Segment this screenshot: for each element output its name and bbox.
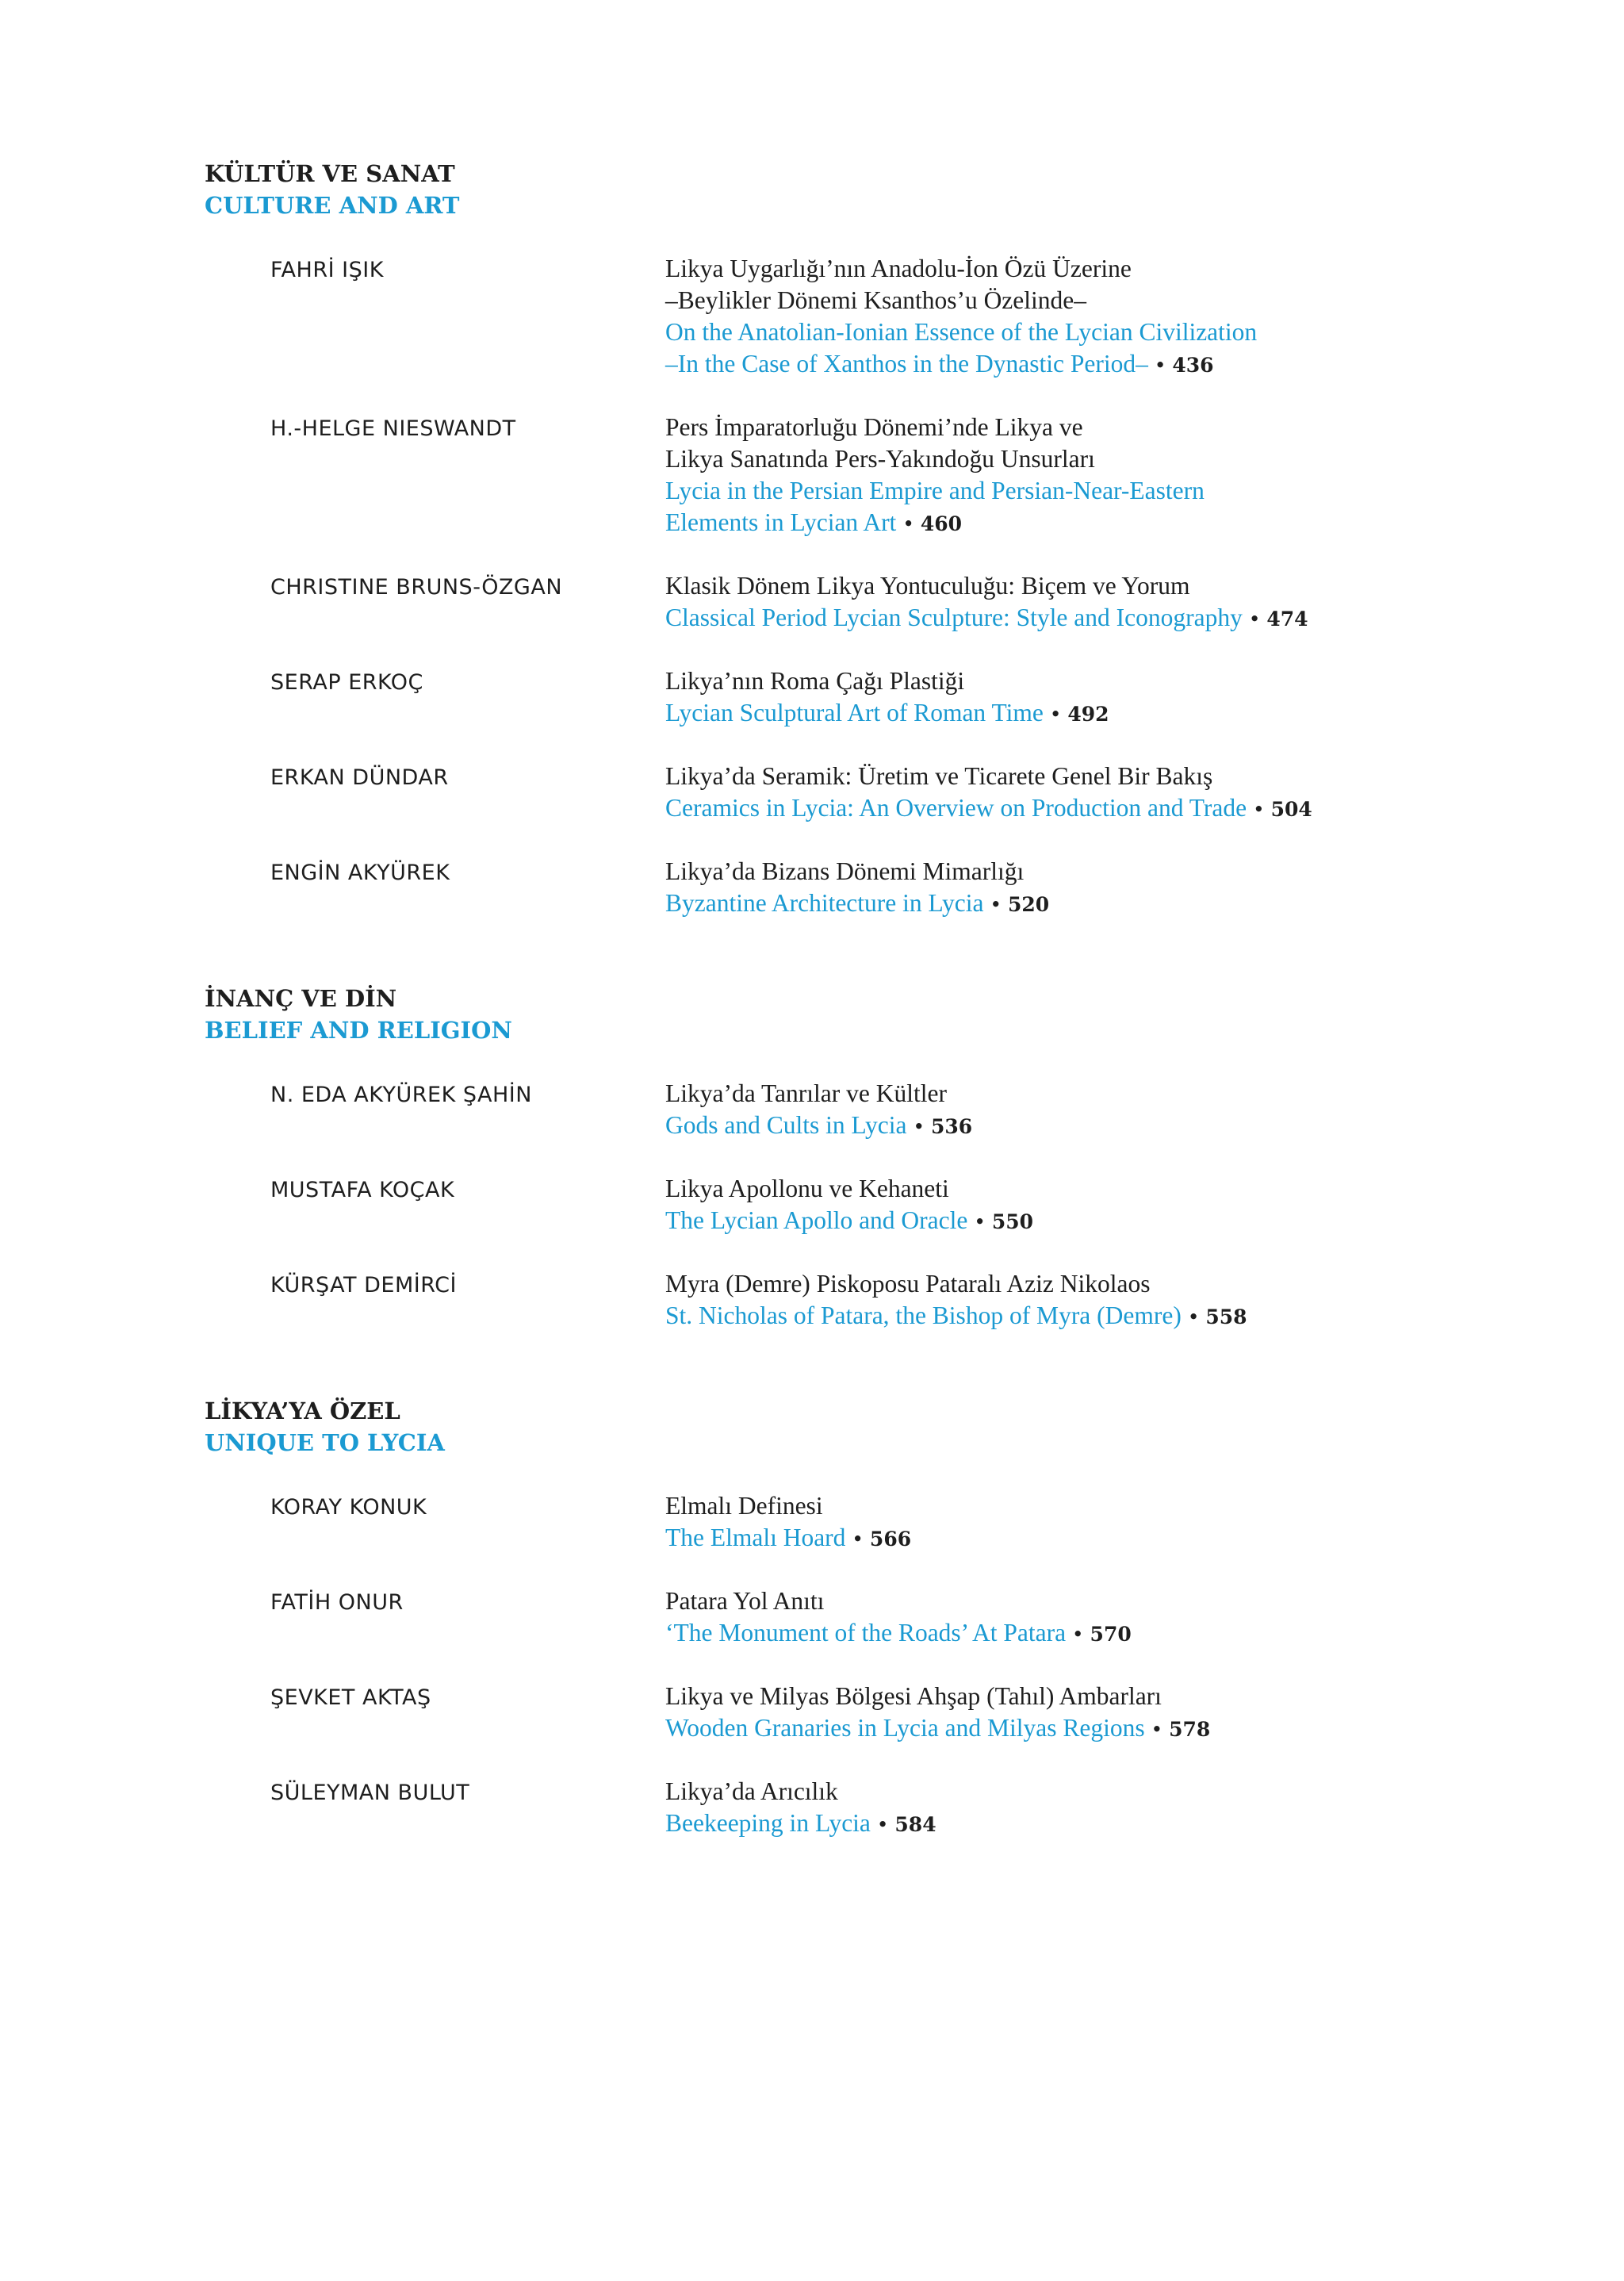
bullet-separator: • [902,512,914,535]
author-name: MUSTAFA KOÇAK [270,1178,455,1202]
page-number: 520 [1007,893,1050,916]
entry-titles [665,1681,1458,1746]
bullet-separator: • [990,893,1002,916]
entry-titles [665,570,1458,635]
title-tr-line: Myra (Demre) Piskoposu Pataralı Aziz Nikolaos [665,1270,1151,1298]
title-en-line [665,348,1458,381]
entry-titles [665,1268,1458,1333]
bullet-separator: • [974,1210,986,1233]
title-tr-line: Pers İmparatorluğu Dönemi’nde Likya ve [665,413,1083,441]
title-en-line [665,697,1458,730]
author-name: KORAY KONUK [270,1495,427,1520]
title-en-text: Byzantine Architecture in Lycia [665,889,984,917]
title-tr-line: Likya’da Bizans Dönemi Mimarlığı [665,857,1025,885]
title-tr-line: Patara Yol Anıtı [665,1587,825,1615]
title-tr-line: Likya Apollonu ve Kehaneti [665,1175,949,1202]
page-number: 570 [1090,1623,1132,1646]
entry-titles [665,856,1458,921]
page-number: 474 [1266,608,1308,631]
entry-titles [665,1776,1458,1841]
author-name: ENGİN AKYÜREK [270,861,450,885]
bullet-separator: • [1071,1623,1084,1646]
bullet-separator: • [1248,608,1261,631]
author-name: SÜLEYMAN BULUT [270,1781,470,1805]
bullet-separator: • [852,1528,864,1551]
author-name: N. EDA AKYÜREK ŞAHİN [270,1083,532,1107]
section-culture-and-art [205,158,1457,917]
page-number: 436 [1172,354,1214,377]
title-en-line [665,1808,1458,1841]
author-name: ŞEVKET AKTAŞ [270,1685,431,1710]
title-en-text: Lycian Sculptural Art of Roman Time [665,699,1044,726]
title-en-text: ‘The Monument of the Roads’ At Patara [665,1619,1067,1647]
title-en-line [665,1522,1458,1555]
entry-titles [665,1078,1458,1143]
title-en-line [665,792,1458,826]
entry-titles [665,412,1458,540]
title-en-text: St. Nicholas of Patara, the Bishop of Myra (Demre) [665,1302,1182,1329]
title-tr-line: –Beylikler Dönemi Ksanthos’u Özelinde– [665,286,1087,314]
title-en-line: Lycia in the Persian Empire and Persian-Near-Eastern [665,477,1205,504]
title-tr-line: Likya’da Tanrılar ve Kültler [665,1079,947,1107]
title-en-text: Wooden Granaries in Lycia and Milyas Regions [665,1714,1145,1742]
bullet-separator: • [913,1115,925,1138]
section-heading-en: CULTURE AND ART [205,192,460,219]
author-name: ERKAN DÜNDAR [270,765,449,790]
author-name: FAHRİ IŞIK [270,258,384,282]
section-heading-en: BELIEF AND RELIGION [205,1017,512,1044]
title-tr-line: Likya Uygarlığı’nın Anadolu-İon Özü Üzerine [665,255,1132,282]
title-tr-line: Elmalı Definesi [665,1492,823,1520]
title-en-line [665,1617,1458,1650]
section-heading-tr: KÜLTÜR VE SANAT [205,160,455,187]
page-number: 584 [894,1813,936,1836]
section-heading-tr: İNANÇ VE DİN [205,985,397,1012]
entry-titles [665,1173,1458,1238]
title-tr-line: Likya’da Seramik: Üretim ve Ticarete Genel Bir Bakış [665,762,1213,790]
title-tr-line: Likya’nın Roma Çağı Plastiği [665,667,965,695]
title-en-text: –In the Case of Xanthos in the Dynastic Period– [665,350,1148,378]
page-number: 550 [991,1210,1034,1233]
bullet-separator: • [1253,798,1265,821]
page-number: 536 [930,1115,973,1138]
bullet-separator: • [876,1813,889,1836]
section-belief-and-religion [205,983,1457,1329]
title-tr-line: Likya ve Milyas Bölgesi Ahşap (Tahıl) Ambarları [665,1682,1162,1710]
page-number: 578 [1169,1718,1211,1741]
title-en-text: Elements in Lycian Art [665,508,897,536]
section-heading [205,158,1457,221]
title-tr-line: Klasik Dönem Likya Yontuculuğu: Biçem ve Yorum [665,572,1190,600]
page-number: 558 [1205,1305,1247,1328]
bullet-separator: • [1154,354,1166,377]
section-heading [205,983,1457,1046]
title-tr-line: Likya Sanatında Pers-Yakındoğu Unsurları [665,445,1095,473]
title-en-line [665,1110,1458,1143]
author-name: KÜRŞAT DEMİRCİ [270,1273,457,1298]
bullet-separator: • [1187,1305,1200,1328]
title-en-line [665,1300,1458,1333]
bullet-separator: • [1049,703,1062,726]
section-heading [205,1395,1457,1459]
page-number: 504 [1270,798,1312,821]
title-en-text: Gods and Cults in Lycia [665,1111,907,1139]
section-heading-en: UNIQUE TO LYCIA [205,1429,445,1456]
title-en-line [665,1712,1458,1746]
author-name: SERAP ERKOÇ [270,670,423,695]
page-number: 566 [869,1528,912,1551]
title-en-text: The Lycian Apollo and Oracle [665,1206,968,1234]
title-en-line [665,887,1458,921]
entry-titles [665,253,1458,381]
entry-titles [665,761,1458,826]
title-en-line [665,1205,1458,1238]
author-name: CHRISTINE BRUNS-ÖZGAN [270,575,563,600]
page-number: 492 [1067,703,1109,726]
bullet-separator: • [1151,1718,1163,1741]
entry-titles [665,665,1458,730]
author-name: FATİH ONUR [270,1590,404,1615]
title-en-text: Beekeeping in Lycia [665,1809,871,1837]
title-en-line: On the Anatolian-Ionian Essence of the Lycian Civilization [665,318,1258,346]
title-tr-line: Likya’da Arıcılık [665,1777,838,1805]
page-number: 460 [920,512,963,535]
title-en-line [665,602,1458,635]
title-en-line [665,507,1458,540]
section-heading-tr: LİKYA’YA ÖZEL [205,1397,400,1424]
author-name: H.-HELGE NIESWANDT [270,416,516,441]
title-en-text: Classical Period Lycian Sculpture: Style and Iconography [665,604,1243,631]
entry-titles [665,1490,1458,1555]
section-unique-to-lycia [205,1395,1457,1837]
title-en-text: Ceramics in Lycia: An Overview on Production and Trade [665,794,1247,822]
title-en-text: The Elmalı Hoard [665,1524,846,1551]
entry-titles [665,1585,1458,1650]
